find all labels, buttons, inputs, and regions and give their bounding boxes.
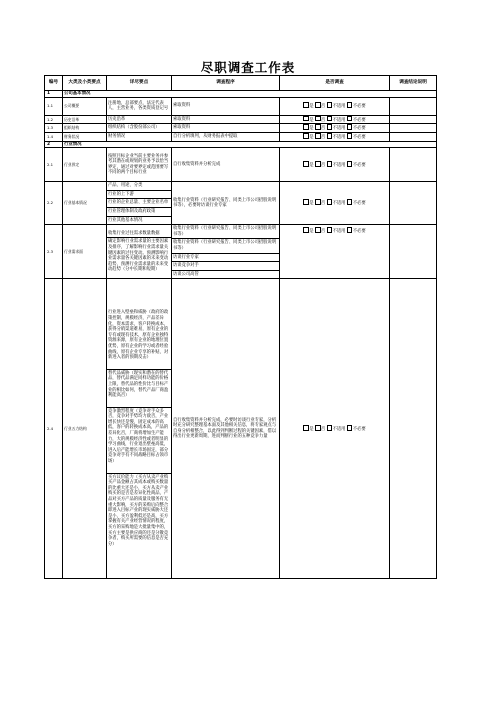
option-label-nn: 不必要: [352, 427, 366, 433]
option-label-na: 不适用: [332, 163, 346, 168]
conclusion-cell[interactable]: [390, 132, 437, 141]
row-procedure: 自行收集资料并分析完成，必要时访谈行业专家，分析时充分研究整理基本面及其他相关信息，将专家观点与自身分析相整合，以此得到判断过程的关键因素，借以得出行业更新周期，进而判断行业的五种竞争力量: [172, 279, 280, 579]
status-checkboxes[interactable]: [280, 279, 390, 579]
header-status: 是否调查: [280, 76, 390, 91]
option-label-na: 不适用: [332, 201, 346, 207]
option-label-yes: 是: [309, 126, 314, 132]
option-label-no: 否: [320, 135, 326, 141]
due-diligence-table: [44, 75, 437, 579]
checkbox-icon[interactable]: [315, 124, 321, 130]
header-procedure: 调查程序: [172, 76, 280, 91]
option-label-nn: 不必要: [352, 104, 366, 110]
status-checkboxes[interactable]: [280, 148, 390, 182]
option-label-no: 否: [320, 163, 326, 168]
row-key-points: [107, 279, 172, 579]
row-no: 2.1: [45, 148, 63, 182]
checkbox-icon[interactable]: [347, 425, 353, 431]
status-checkboxes[interactable]: [280, 182, 390, 225]
conclusion-cell[interactable]: [390, 97, 437, 115]
status-checkboxes[interactable]: [280, 225, 390, 279]
checkbox-icon[interactable]: [315, 227, 321, 233]
option-label-nn: 不必要: [352, 201, 366, 207]
row-procedure: 自行收集资料并分析完成: [172, 148, 280, 182]
option-label-na: 不适用: [332, 104, 346, 110]
conclusion-cell[interactable]: [390, 115, 437, 124]
table-row: [45, 115, 437, 124]
key-point: 行业其他基本情况: [108, 217, 143, 223]
status-checkboxes[interactable]: [280, 97, 390, 115]
option-label-na: 不适用: [332, 126, 346, 132]
conclusion-cell[interactable]: [390, 124, 437, 133]
procedure-item: 收集行业资料（行业研究报告、同类上市公司招股说明书等）: [172, 225, 279, 239]
row-category: 组织结构: [63, 124, 107, 133]
checkbox-icon[interactable]: [315, 425, 321, 431]
conclusion-cell[interactable]: [390, 225, 437, 279]
row-procedure: 收集行业资料（行业研究报告、同类上市公司招股说明书等），必要时访谈行业专家: [172, 182, 280, 225]
checkbox-icon[interactable]: [347, 124, 353, 130]
key-point: 确定影响行业需求量的主要因素及排序，了解影响行业需求量关键因素的过往变动。预测影响行业需求量各关键因素的未来变动趋势，预测行业需求量的未来变动趋势（分中长期和短期）: [108, 239, 169, 273]
row-category: 行业界定: [63, 148, 107, 182]
section-no: 1: [45, 91, 63, 98]
option-label-nn: 不必要: [352, 126, 366, 132]
option-label-na: 不适用: [332, 135, 346, 141]
table-row: [45, 148, 437, 182]
option-label-yes: 是: [309, 135, 314, 141]
option-label-no: 否: [320, 126, 326, 132]
row-no: 1.1: [45, 97, 63, 115]
document-title: 尽职调查工作表: [200, 60, 296, 75]
status-checkboxes[interactable]: [280, 132, 390, 141]
checkbox-icon[interactable]: [347, 133, 353, 139]
row-key-points: [107, 225, 172, 279]
option-label-yes: 是: [309, 104, 314, 110]
checkbox-icon[interactable]: [327, 161, 333, 167]
option-label-na: 不适用: [332, 117, 346, 123]
option-label-yes: 是: [309, 163, 314, 168]
option-label-no: 否: [320, 229, 326, 235]
header-no: 编号: [45, 76, 63, 91]
procedure-item: 访谈行业专家: [172, 254, 279, 263]
table-row: [45, 132, 437, 141]
row-procedure: 索取资料: [172, 124, 280, 133]
row-category: 公司概要: [63, 97, 107, 115]
table-row: [45, 182, 437, 225]
checkbox-icon[interactable]: [327, 124, 333, 130]
row-no: 2.2: [45, 182, 63, 225]
row-procedure: [172, 225, 280, 279]
option-label-no: 否: [320, 117, 326, 123]
section-no: 2: [45, 141, 63, 148]
option-label-na: 不适用: [332, 229, 346, 235]
row-category: 历史沿革: [63, 115, 107, 124]
header-category: 大类及小类要点: [63, 76, 107, 91]
table-row: [45, 97, 437, 115]
header-key-points: 详尽要点: [107, 76, 172, 91]
row-category: 财务状况: [63, 132, 107, 141]
checkbox-icon[interactable]: [347, 102, 353, 108]
row-procedure: 自行分析填列，从财务报表中提取: [172, 132, 280, 141]
key-point: 行业的上下游: [107, 191, 171, 200]
option-label-nn: 不必要: [352, 135, 366, 141]
option-label-nn: 不必要: [352, 163, 366, 168]
checkbox-icon[interactable]: [327, 425, 333, 431]
checkbox-icon[interactable]: [327, 133, 333, 139]
checkbox-icon[interactable]: [347, 199, 353, 205]
row-key-points: 财务情况: [107, 132, 172, 141]
procedure-item: 访谈公司高管: [173, 271, 199, 277]
checkbox-icon[interactable]: [315, 133, 321, 139]
conclusion-cell[interactable]: [390, 279, 437, 579]
key-point: 替代品威胁（现实和潜在的替代品，替代品满足同样功能的价格上限，替代品的性价比与目标产业的相比如何，替代产品厂商盈利能高否）: [107, 370, 171, 408]
row-key-points: 注册地，总部要点，法定代表人，主营业务，各类资质登记号: [107, 97, 172, 115]
checkbox-icon[interactable]: [315, 102, 321, 108]
row-key-points: 组织结构（含股份部公司）: [107, 124, 172, 133]
row-no: 2.4: [45, 279, 63, 579]
option-label-no: 否: [320, 427, 326, 433]
status-checkboxes[interactable]: [280, 124, 390, 133]
checkbox-icon[interactable]: [315, 199, 321, 205]
checkbox-icon[interactable]: [327, 102, 333, 108]
key-point: 行业的企业总量、主要企业名单: [107, 199, 171, 208]
procedure-item: 收集行业资料（行业研究报告、同类上市公司招股说明书等）: [172, 239, 279, 253]
key-point: 行业进入壁垒和威胁（政府的政策控制，规模经济，产品差异化，资本需求，客户转换成本，获得分销渠道难易，原有企业的专有或现有技术，原有企业独特资源来源，原有企业的地理位置优势，原有企业的学习或者经验曲线，原有企业专享的补贴，对新进入者的预期反击）: [107, 309, 171, 369]
row-category: 行业五力结构: [63, 279, 107, 579]
row-key-points: [107, 182, 172, 225]
table-row: [45, 124, 437, 133]
checkbox-icon[interactable]: [327, 116, 333, 122]
option-label-yes: 是: [309, 229, 314, 235]
conclusion-cell[interactable]: [390, 148, 437, 182]
option-label-yes: 是: [309, 427, 314, 433]
option-label-no: 否: [320, 104, 326, 110]
conclusion-cell[interactable]: [390, 182, 437, 225]
header-conclusion: 调查结论说明: [390, 76, 437, 91]
row-category: 行业需求面: [63, 225, 107, 279]
key-point: 行业管理体制及政府政策: [107, 208, 171, 217]
checkbox-icon[interactable]: [347, 116, 353, 122]
table-row: [45, 225, 437, 279]
row-no: 1.3: [45, 124, 63, 133]
checkbox-icon[interactable]: [327, 199, 333, 205]
status-checkboxes[interactable]: [280, 115, 390, 124]
row-category: 行业基本情况: [63, 182, 107, 225]
row-procedure: 索取资料: [172, 115, 280, 124]
section-row: [45, 91, 437, 98]
section-title: 公司基本情况: [63, 91, 437, 98]
checkbox-icon[interactable]: [347, 227, 353, 233]
row-no: 1.4: [45, 132, 63, 141]
option-label-na: 不适用: [332, 427, 346, 433]
table-header-row: [45, 76, 437, 91]
section-row: [45, 141, 437, 148]
row-key-points: 历史沿革: [107, 115, 172, 124]
checkbox-icon[interactable]: [315, 161, 321, 167]
option-label-nn: 不必要: [352, 229, 366, 235]
key-point: 产品、用途、分类: [107, 182, 171, 191]
key-point: 买方议价能力（买方从卖产业购买产品金额占其成本或购买数量的比重大还是小，买方从卖产业购买的是否是差异化性商品，产品对买方产品的质量及服务有无重大影响，买方的采购后向整合即进入目标产业的现实威胁大还是小，买方盈利低还是高，买方掌握有关产业经营情况的程度，买方的采购地是大批量集中的，买方主要是供应商的还是分散竞争者，购买所需要的信息是否充分）: [108, 474, 169, 547]
table-row: [45, 279, 437, 579]
procedure-item: 访谈竞争对手: [172, 262, 279, 271]
option-label-yes: 是: [309, 117, 314, 123]
row-no: 2.3: [45, 225, 63, 279]
section-title: 行业情况: [63, 141, 437, 148]
option-label-nn: 不必要: [352, 117, 366, 123]
checkbox-icon[interactable]: [315, 116, 321, 122]
option-label-no: 否: [320, 201, 326, 207]
row-no: 1.2: [45, 115, 63, 124]
option-label-yes: 是: [309, 201, 314, 207]
key-point: 竞争激烈程度（竞争对手众多否，竞争对手势均力敌否，产业增长快还是慢，固定成本的高低，客户的转换成本高，产品的差异化否，厂商将增加生产能力，大的规模经济性或者明显的学习曲线，行业退出壁垒高低，进入后产能增长市场固定，部分竞争对手有不同战略目标占领市场）: [107, 408, 171, 474]
row-key-points: 按照目标企业当前主要业务并参考其潜在或规划的业务予以恰当界定，通过对要界定或范围要写不同的两个目标行业: [107, 148, 172, 182]
checkbox-icon[interactable]: [327, 227, 333, 233]
row-procedure: 索取资料: [172, 97, 280, 115]
checkbox-icon[interactable]: [347, 161, 353, 167]
key-point: 收集行业过往需求数量数据: [107, 230, 171, 239]
